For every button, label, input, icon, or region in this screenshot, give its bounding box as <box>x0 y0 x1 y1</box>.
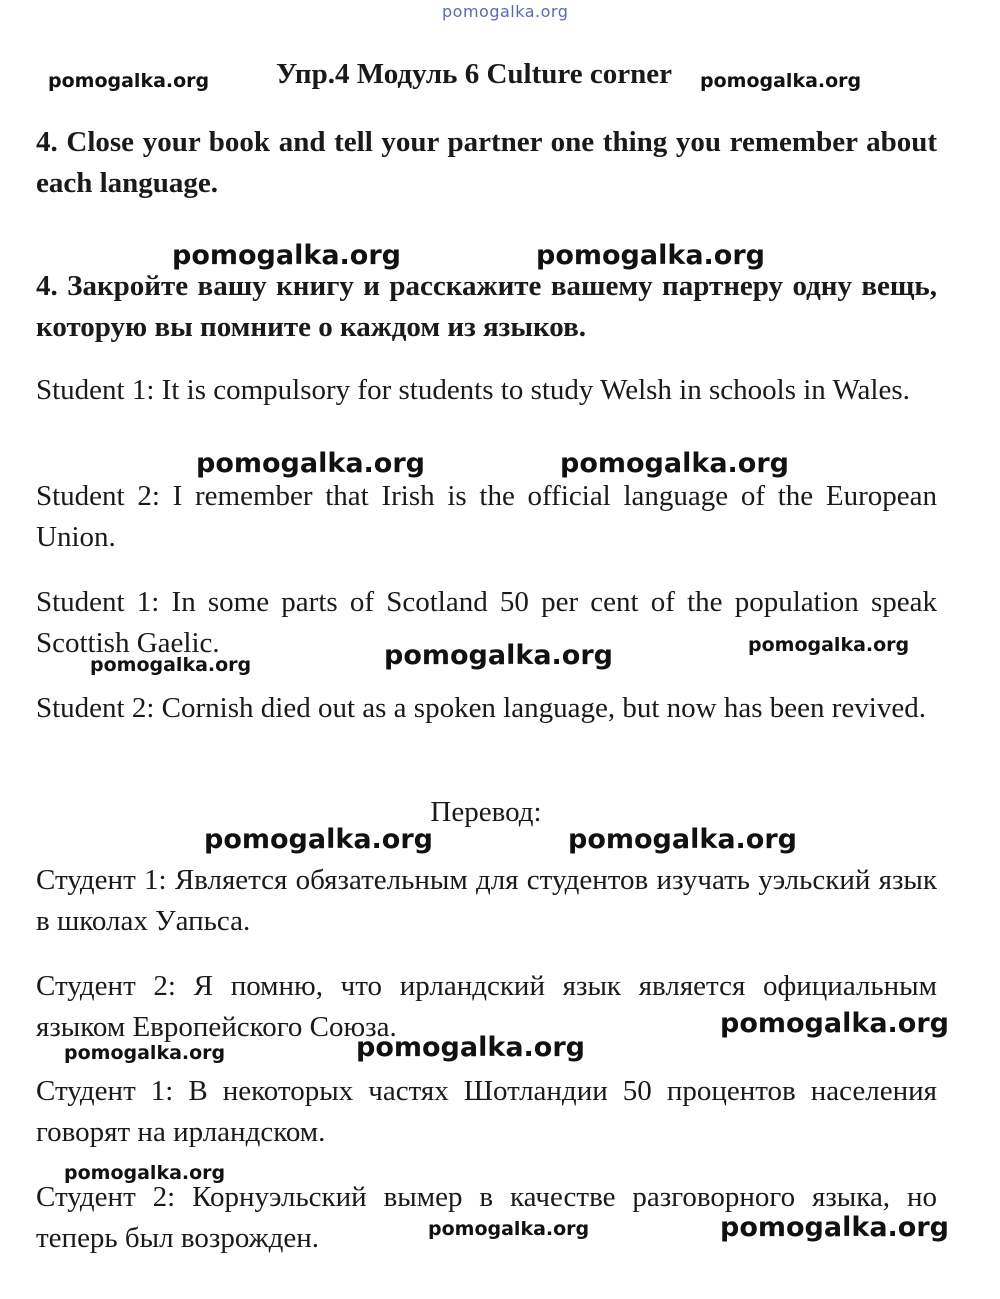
watermark: pomogalka.org <box>560 448 789 479</box>
answer-en-3: Student 1: In some parts of Scotland 50 per cent of the population speak Scottish Gaelic. <box>36 586 937 659</box>
watermark: pomogalka.org <box>720 1008 949 1039</box>
answer-ru-1: Студент 1: Является обязательным для студентов изучать уэльский язык в школах Уапьса. <box>36 864 937 937</box>
watermark: pomogalka.org <box>356 1032 585 1063</box>
answer-en-1: Student 1: It is compulsory for students to study Welsh in schools in Wales. <box>36 374 910 406</box>
watermark: pomogalka.org <box>204 824 433 855</box>
answer-ru-3: Студент 1: В некоторых частях Шотландии 50 процентов населения говорят на ирландском. <box>36 1075 937 1148</box>
watermark: pomogalka.org <box>172 240 401 271</box>
task-english: 4. Close your book and tell your partner one thing you remember about each language. <box>36 126 937 199</box>
watermark: pomogalka.org <box>64 1042 226 1064</box>
watermark: pomogalka.org <box>384 640 613 671</box>
watermark: pomogalka.org <box>536 240 765 271</box>
watermark: pomogalka.org <box>428 1218 590 1240</box>
watermark: pomogalka.org <box>720 1212 949 1243</box>
answer-en-2: Student 2: I remember that Irish is the official language of the European Union. <box>36 480 937 553</box>
answer-ru-2: Студент 2: Я помню, что ирландский язык является официальным языком Европейского Союза. <box>36 970 937 1043</box>
watermark-header-right: pomogalka.org <box>700 70 862 92</box>
watermark: pomogalka.org <box>748 634 910 656</box>
watermark-top: pomogalka.org <box>442 2 569 21</box>
translation-heading: Перевод: <box>430 796 542 828</box>
watermark: pomogalka.org <box>196 448 425 479</box>
task-russian: 4. Закройте вашу книгу и расскажите вашему партнеру одну вещь, которую вы помните о каждом из языков. <box>36 270 937 343</box>
answer-en-4: Student 2: Cornish died out as a spoken language, but now has been revived. <box>36 692 926 724</box>
watermark: pomogalka.org <box>90 654 252 676</box>
watermark-header-left: pomogalka.org <box>48 70 210 92</box>
watermark: pomogalka.org <box>64 1162 226 1184</box>
watermark: pomogalka.org <box>568 824 797 855</box>
answer-ru-4: Студент 2: Корнуэльский вымер в качестве разговорного языка, но теперь был возрожден. <box>36 1181 937 1254</box>
page-title: Упр.4 Модуль 6 Culture corner <box>276 58 672 90</box>
